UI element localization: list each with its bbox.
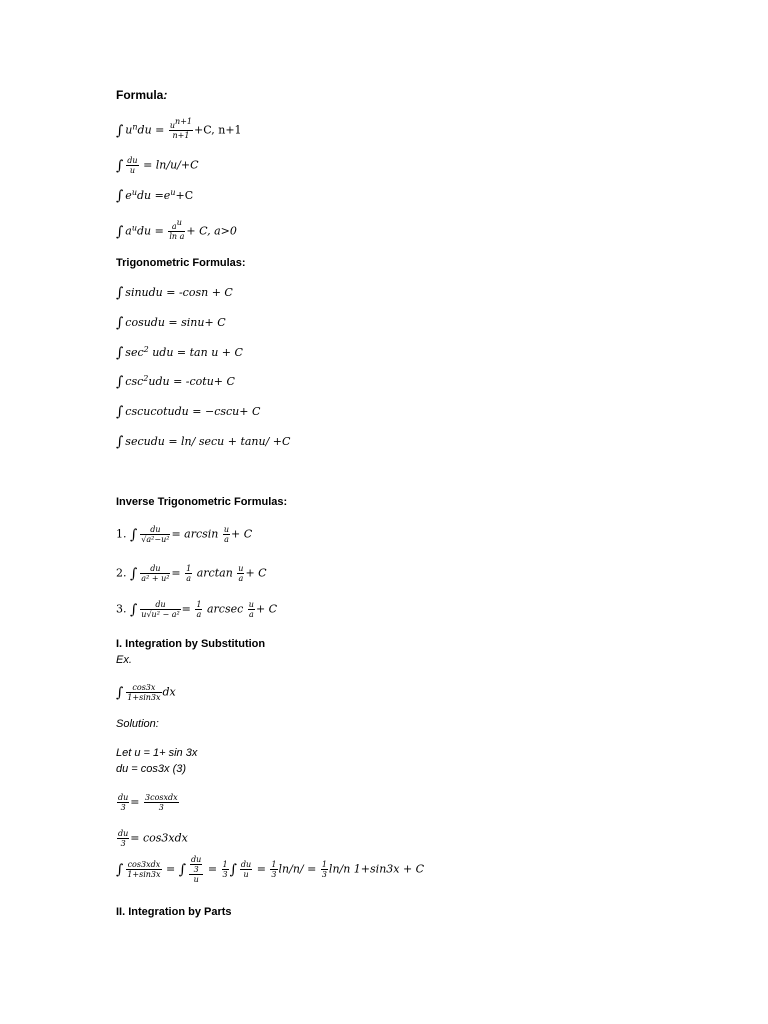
trig-formula-2: ∫ cosudu = sinu+ C [116, 315, 226, 331]
trig-formula-6: ∫ secudu = ln/ secu + tanu/ +C [116, 434, 291, 450]
integral-sign-icon: ∫ [116, 315, 124, 331]
inverse-formula-3: 3. ∫ $\frac{du}{\text{u√u² − a²}}$ = $\frac{1}{a}$ arcsec $\frac{u}{a}$ + C [116, 600, 278, 619]
integral-sign-icon: ∫ [116, 285, 124, 301]
trig-heading: Trigonometric Formulas: [116, 257, 246, 269]
substitution-step-1: $\frac{du}{3}$ = $\frac{\text{3cosxdx}}{3}$ [118, 793, 178, 812]
inverse-formula-1: 1. ∫ $\frac{du}{\text{√a²−u²}}$ = arcsin $\frac{u}{a}$ + C [116, 525, 253, 544]
formula-heading: Formula: [116, 88, 168, 102]
integral-sign-icon: ∫ [116, 345, 124, 361]
integral-sign-icon: ∫ [116, 157, 124, 174]
trig-formula-3: ∫ $\sec^2$ udu = tan u + C [116, 345, 243, 361]
integral-sign-icon: ∫ [116, 404, 124, 420]
formula-log-rule: ∫ $\frac{du}{u}$ = ln/u/+C [116, 156, 199, 175]
integral-sign-icon: ∫ [130, 601, 138, 618]
inverse-trig-heading: Inverse Trigonometric Formulas: [116, 496, 288, 508]
solution-label: Solution: [116, 718, 159, 730]
example-integral: ∫ $\frac{\cos 3x}{1+\sin 3x}$ dx [116, 683, 176, 702]
integral-sign-icon: ∫ [116, 434, 124, 450]
formula-power-rule: ∫ $u^ndu$ = $\frac{u^{n+1}}{n+1}$ +C, n+1 [116, 117, 242, 140]
integral-sign-icon: ∫ [130, 526, 138, 543]
substitution-heading: I. Integration by Substitution [116, 638, 266, 650]
substitution-step-2: $\frac{du}{3}$ = cos3xdx [118, 829, 188, 848]
integral-sign-icon: ∫ [116, 188, 124, 204]
integral-sign-icon: ∫ [116, 122, 124, 139]
inverse-formula-2: 2. ∫ $\frac{du}{\text{a² + u²}}$ = $\frac{1}{a}$ arctan $\frac{u}{a}$ + C [116, 564, 267, 583]
trig-formula-1: ∫ sinudu = -cosn + C [116, 285, 233, 301]
let-statement: Let u = 1+ sin 3x [116, 747, 198, 759]
parts-heading: II. Integration by Parts [116, 906, 232, 918]
integral-sign-icon: ∫ [116, 861, 124, 878]
substitution-step-3: ∫ $\frac{\text{cos3xdx}}{1+\sin 3x}$ = ∫ $\frac{\frac{du}{3}}{u}$ = $\frac{1}{3}$ ∫ $\frac{du}{u}$ = $\frac{1}{3}$ ln/n/ = $\frac{1}{3}$ ln/n 1+sin3x + C [116, 855, 425, 884]
integral-sign-icon: ∫ [229, 861, 237, 878]
example-label: Ex. [116, 654, 132, 666]
integral-sign-icon: ∫ [116, 223, 124, 240]
trig-formula-5: ∫ cscucotudu = −cscu+ C [116, 404, 261, 420]
trig-formula-4: ∫ $\csc^2udu = -\cot u+ C$ [116, 374, 235, 390]
integral-sign-icon: ∫ [130, 565, 138, 582]
formula-exp-rule: ∫ $e^udu =e^u+C$ [116, 188, 194, 204]
formula-general-exp-rule: ∫ $a^udu$ = $\frac{a^u}{\text{ln a}}$ + C, a>0 [116, 218, 237, 241]
integral-sign-icon: ∫ [116, 684, 124, 701]
integral-sign-icon: ∫ [178, 861, 187, 878]
integral-sign-icon: ∫ [116, 374, 124, 390]
du-statement: du = cos3x (3) [116, 763, 187, 775]
